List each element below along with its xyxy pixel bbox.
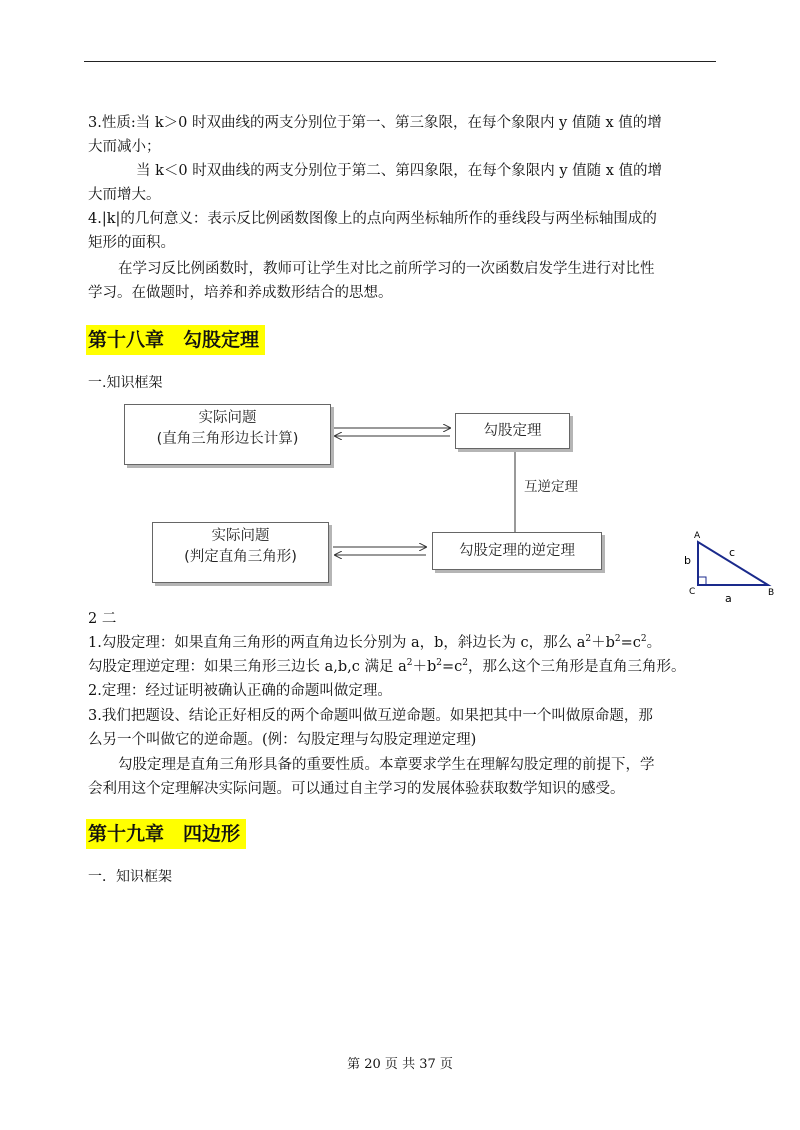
section-2-label: 2 二 (88, 611, 117, 627)
theorem-definition: 2.定理：经过证明被确认正确的命题叫做定理。 (88, 683, 392, 699)
box-practical-problem-2-line-2: (判定直角三角形) (184, 549, 297, 565)
triangle-side-c: c (729, 546, 736, 559)
inverse-proposition-line-2: 么另一个叫做它的逆命题。(例：勾股定理与勾股定理逆定理) (88, 732, 477, 748)
triangle-side-b: b (684, 554, 691, 567)
chapter-19-framework-label: 一．知识框架 (88, 869, 172, 885)
geometric-meaning-line-1: 4.|k|的几何意义：表示反比例函数图像上的点向两坐标轴所作的垂线段与两坐标轴围成的 (88, 211, 657, 227)
property-line-4: 大而增大。 (88, 187, 161, 203)
converse-theorem-statement: 勾股定理逆定理：如果三角形三边长 a,b,c 满足 $a^2+b^2=c^2$，那么这个三角形是直角三角形。 (88, 658, 686, 675)
triangle-side-a: a (725, 592, 732, 603)
chapter-18-title: 第十八章 勾股定理 (86, 325, 265, 355)
box-practical-problem-1-line-1: 实际问题 (198, 410, 257, 426)
triangle-vertex-c: C (689, 587, 696, 597)
box-converse-theorem: 勾股定理的逆定理 (432, 532, 602, 570)
teaching-note-line-1: 在学习反比例函数时，教师可让学生对比之前所学习的一次函数启发学生进行对比性 (118, 261, 655, 277)
mutual-inverse-label: 互逆定理 (524, 479, 578, 495)
chapter-18-summary-line-2: 会利用这个定理解决实际问题。可以通过自主学习的发展体验获取数学知识的感受。 (88, 781, 625, 797)
teaching-note-line-2: 学习。在做题时，培养和养成数形结合的思想。 (88, 285, 393, 301)
box-practical-problem-1 (124, 404, 331, 465)
box-practical-problem-2 (152, 522, 329, 583)
inverse-proposition-line-1: 3.我们把题设、结论正好相反的两个命题叫做互逆命题。如果把其中一个叫做原命题，那 (88, 708, 653, 724)
chapter-18-framework-label: 一.知识框架 (88, 375, 163, 391)
pythagorean-theorem-statement: 1.勾股定理：如果直角三角形的两直角边长分别为 a，b，斜边长为 c，那么 $a^2+b^2=c^2$。 (88, 634, 662, 651)
property-line-2: 大而减小； (88, 139, 161, 155)
box-practical-problem-1-line-2: (直角三角形边长计算) (156, 431, 299, 447)
triangle-vertex-a: A (694, 531, 701, 541)
chapter-19-title: 第十九章 四边形 (86, 819, 246, 849)
right-triangle-figure (675, 528, 780, 603)
property-line-1: 3.性质:当 k＞0 时双曲线的两支分别位于第一、第三象限，在每个象限内 y 值随 x 值的增 (88, 115, 662, 131)
box-practical-problem-2-line-1: 实际问题 (211, 528, 270, 544)
geometric-meaning-line-2: 矩形的面积。 (88, 235, 175, 251)
box-pythagorean-theorem: 勾股定理 (455, 413, 570, 449)
page-footer: 第 20 页 共 37 页 (347, 1057, 453, 1072)
property-line-3: 当 k＜0 时双曲线的两支分别位于第二、第四象限，在每个象限内 y 值随 x 值的增 (136, 163, 663, 179)
chapter-18-summary-line-1: 勾股定理是直角三角形具备的重要性质。本章要求学生在理解勾股定理的前提下，学 (118, 757, 655, 773)
triangle-vertex-b: B (768, 588, 775, 598)
